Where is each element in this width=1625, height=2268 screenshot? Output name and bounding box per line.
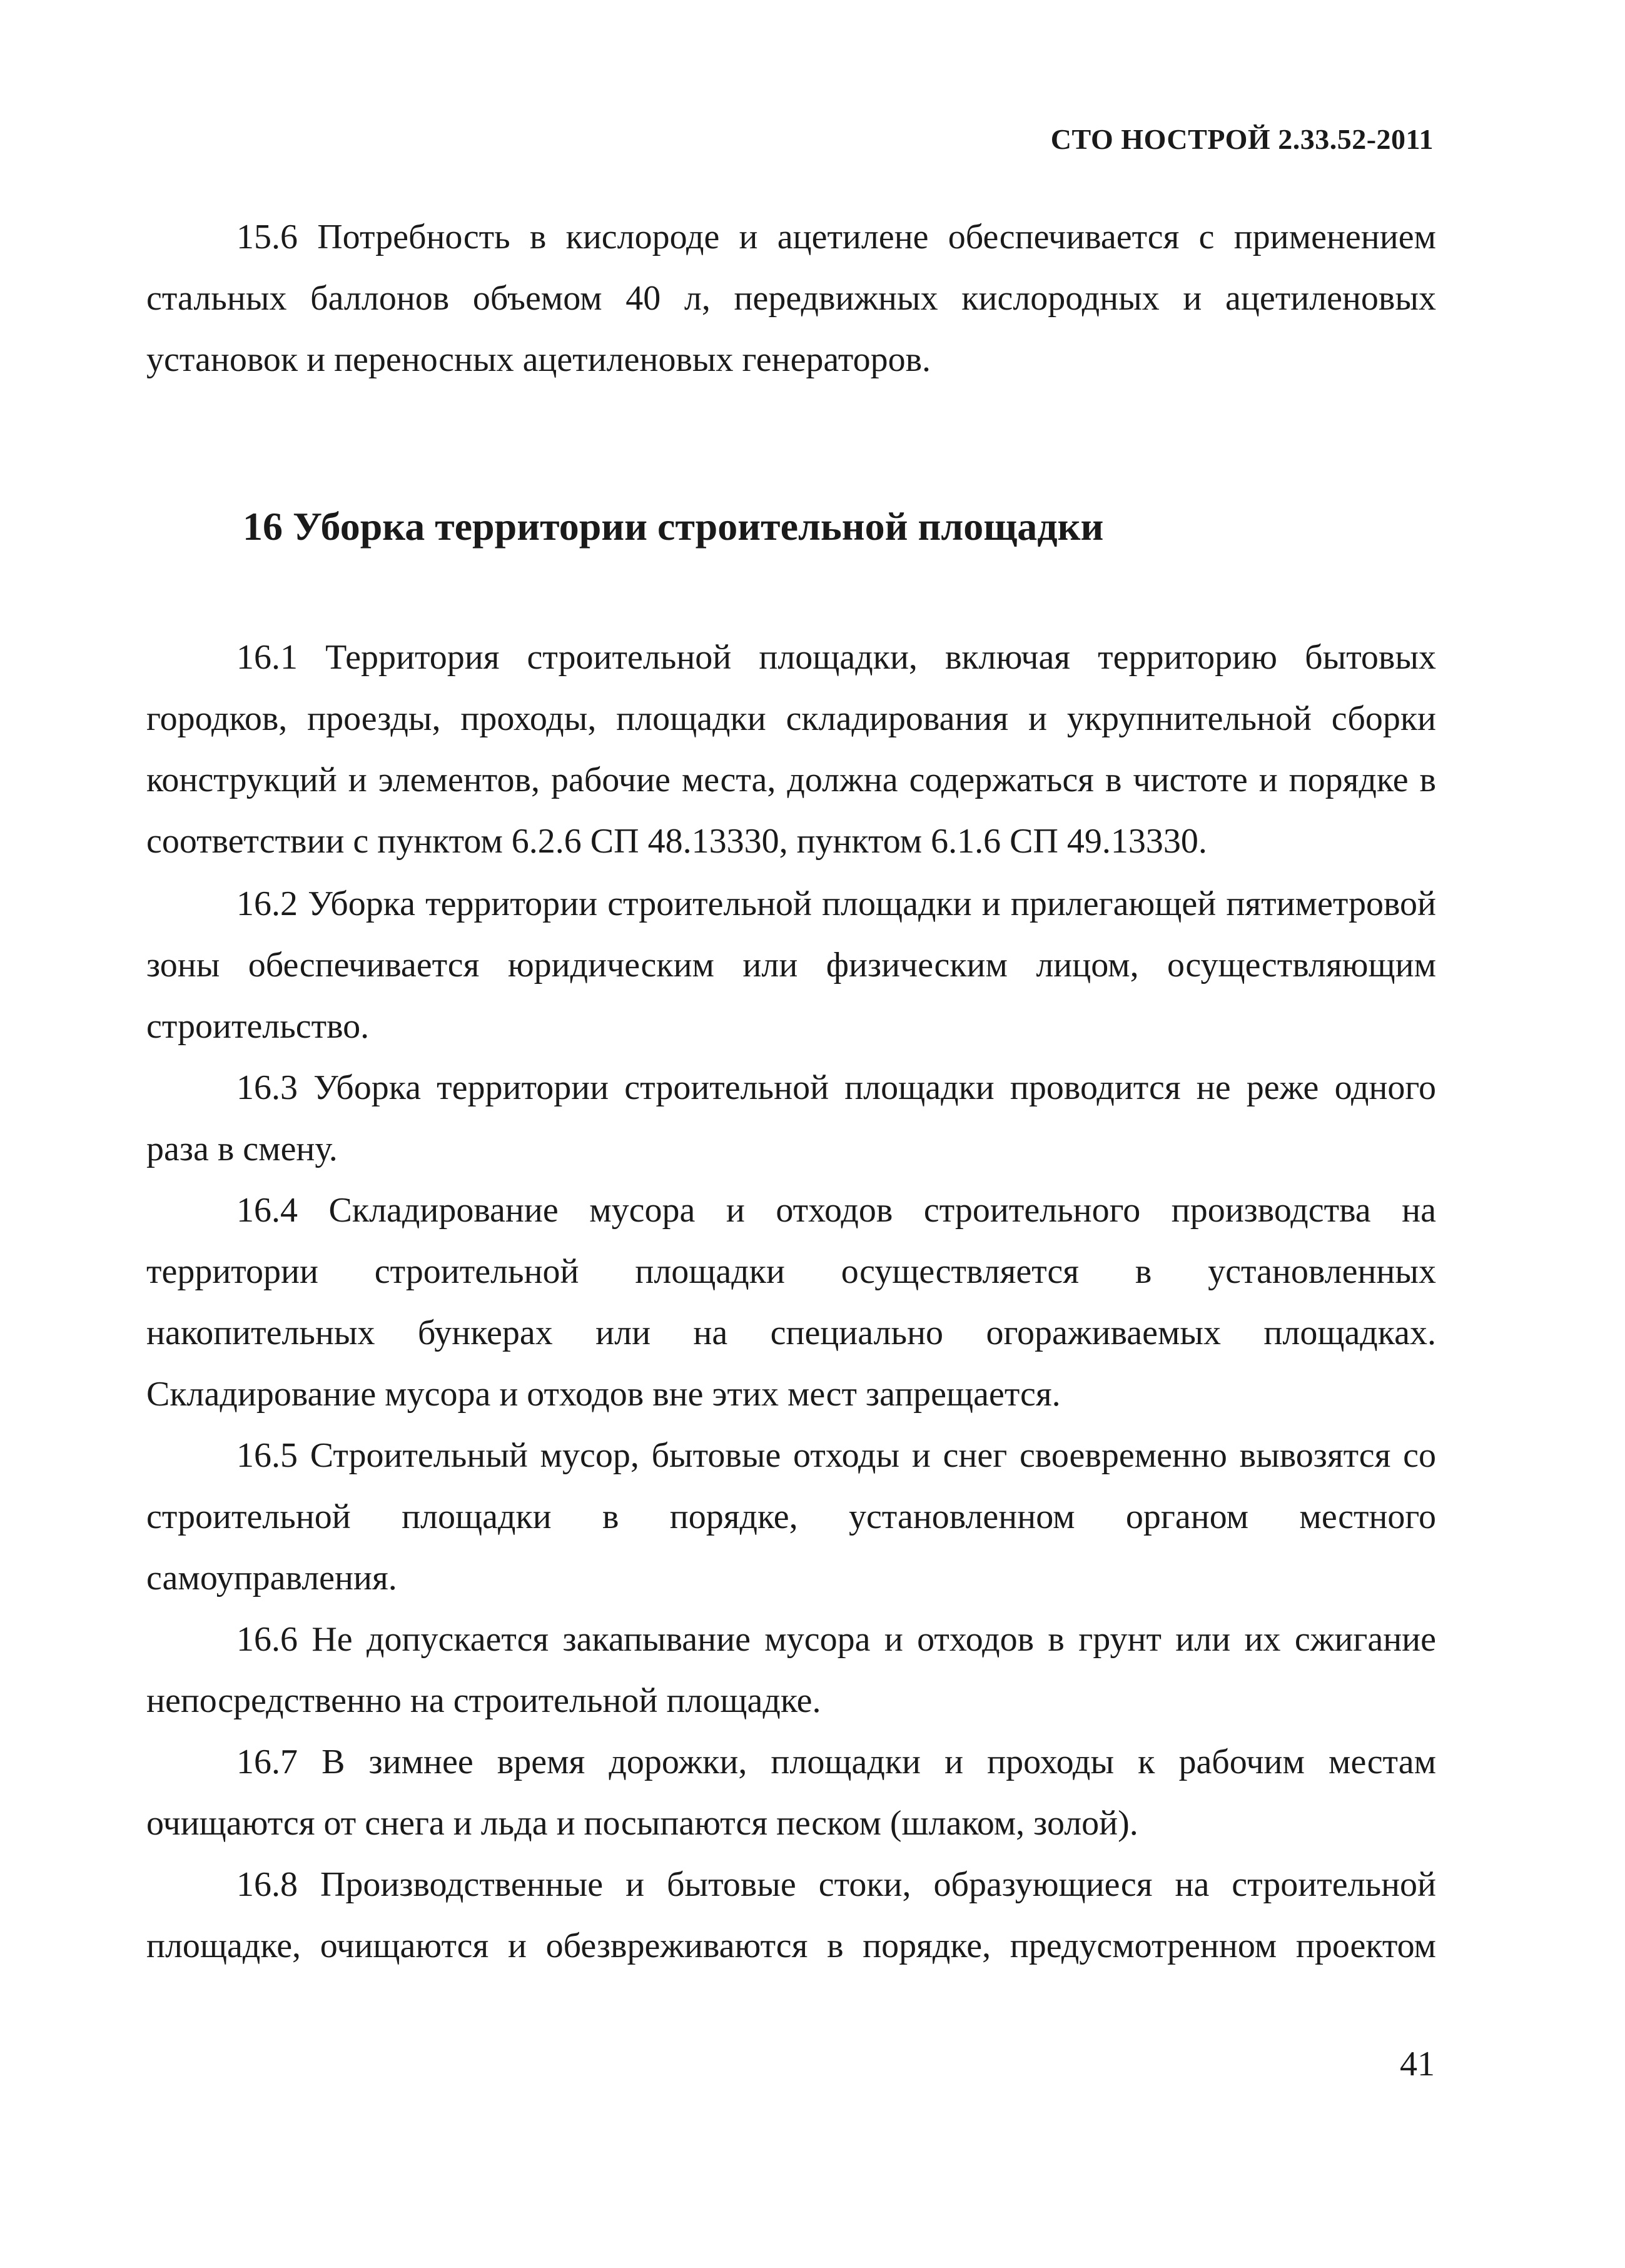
body-text xyxy=(146,206,1436,1977)
paragraph-16-3: 16.3 Уборка территории строительной площадки проводится не реже одного раза в смену. xyxy=(146,1068,1436,1168)
paragraph-16-8: 16.8 Производственные и бытовые стоки, образующиеся на строительной площадке, очищаются и обезвреживаются в порядке, предусмотренном проектом xyxy=(146,1865,1436,1965)
paragraph-16-4: 16.4 Складирование мусора и отходов строительного производства на территории строительной площадки осуществляется в установленных накопительных бункерах или на специально огораживаемых площадках. Складирование мусора и отходов вне этих мест запрещается. xyxy=(146,1191,1436,1414)
paragraph-16-1: 16.1 Территория строительной площадки, включая территорию бытовых городков, проезды, проходы, площадки складирования и укрупнительной сборки конструкций и элементов, рабочие места, должна содержаться в чистоте и порядке в соответствии с пунктом 6.2.6 СП 48.13330, пунктом 6.1.6 СП 49.13330. xyxy=(146,638,1436,861)
paragraph-16-2: 16.2 Уборка территории строительной площадки и прилегающей пятиметровой зоны обеспечивается юридическим или физическим лицом, осуществляющим строительство. xyxy=(146,884,1436,1046)
page-number: 41 xyxy=(1400,2045,1435,2083)
paragraph-16-5: 16.5 Строительный мусор, бытовые отходы и снег своевременно вывозятся со строительной площадки в порядке, установленном органом местного самоуправления. xyxy=(146,1436,1436,1597)
paragraph-15-6: 15.6 Потребность в кислороде и ацетилене обеспечивается с применением стальных баллонов объемом 40 л, передвижных кислородных и ацетиленовых установок и переносных ацетиленовых генераторов. xyxy=(146,218,1436,379)
section-heading: 16 Уборка территории строительной площадки xyxy=(243,504,1104,549)
paragraph-16-6: 16.6 Не допускается закапывание мусора и отходов в грунт или их сжигание непосредственно на строительной площадке. xyxy=(146,1620,1436,1720)
running-header: СТО НОСТРОЙ 2.33.52-2011 xyxy=(1050,123,1434,155)
paragraph-16-7: 16.7 В зимнее время дорожки, площадки и проходы к рабочим местам очищаются от снега и льда и посыпаются песком (шлаком, золой). xyxy=(146,1743,1436,1843)
